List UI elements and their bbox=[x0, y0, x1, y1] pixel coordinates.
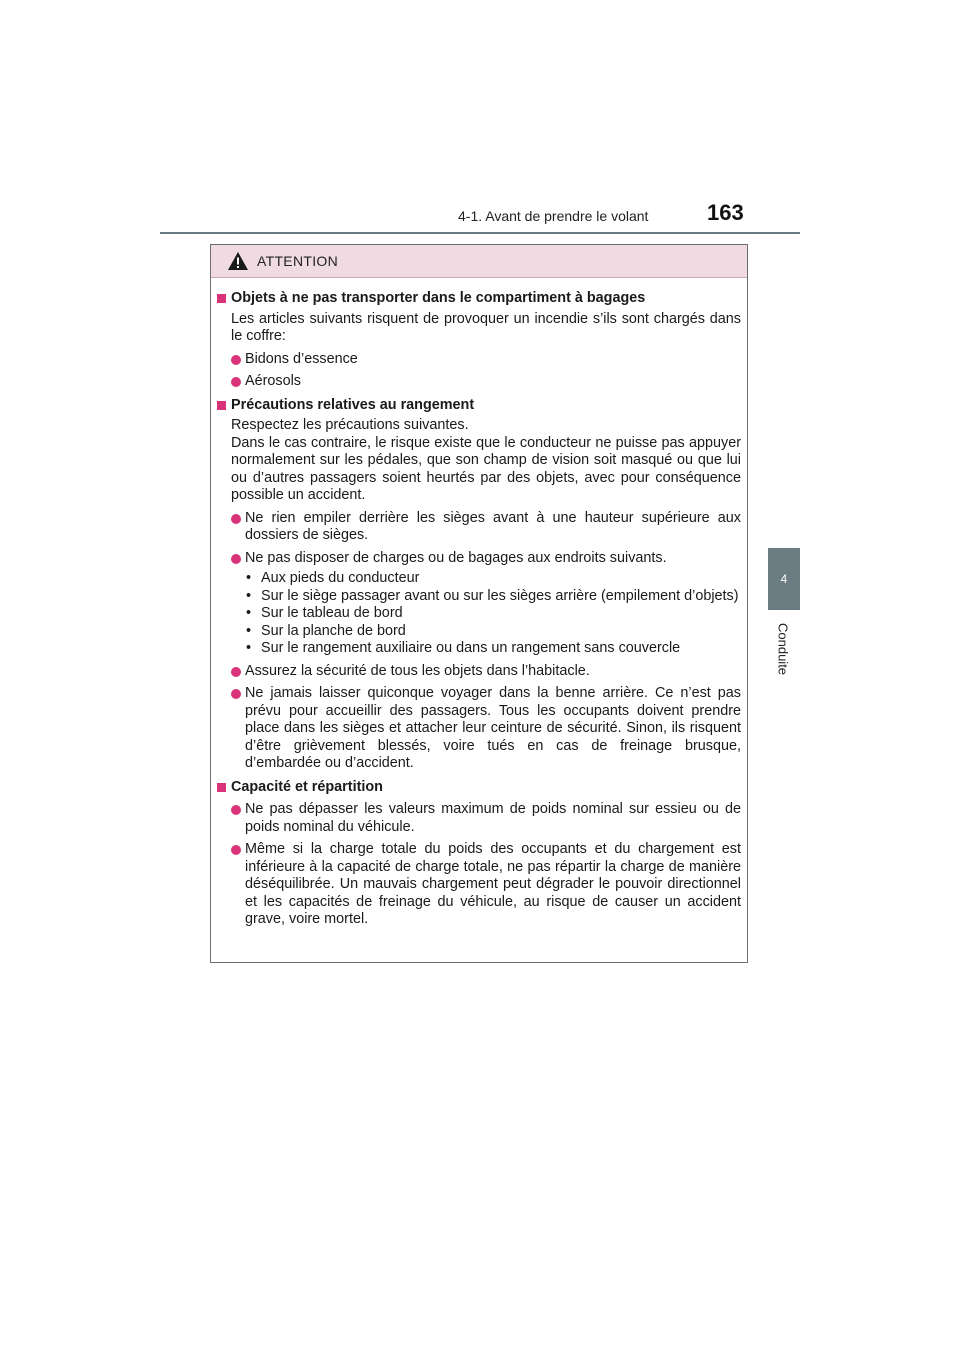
circle-bullet-icon bbox=[231, 514, 241, 524]
section-heading: Précautions relatives au rangement bbox=[215, 397, 741, 415]
list-item: Ne jamais laisser quiconque voyager dans la benne arrière. Ce n’est pas prévu pour accueillir des passagers. Tous les occupants doivent prendre place dans les sièges et attacher leur ceinture de sécurité. Sinon, ils risquent d’être grièvement blessés, voire tués en cas de freinage brusque, d’embardée ou d’accident. bbox=[231, 685, 741, 773]
square-bullet-icon bbox=[217, 783, 226, 792]
section-heading: Capacité et répartition bbox=[215, 779, 741, 797]
circle-bullet-icon bbox=[231, 805, 241, 815]
page-number: 163 bbox=[707, 200, 744, 225]
list-item: Bidons d’essence bbox=[231, 351, 741, 369]
sub-list-item: • Aux pieds du conducteur bbox=[246, 570, 420, 586]
caution-header bbox=[211, 245, 747, 278]
list-item: Ne rien empiler derrière les sièges avant à une hauteur supérieure aux dossiers de sièges. bbox=[231, 510, 741, 545]
paragraph: Respectez les précautions suivantes. bbox=[231, 417, 469, 433]
circle-bullet-icon bbox=[231, 667, 241, 677]
circle-bullet-icon bbox=[231, 554, 241, 564]
chapter-tab bbox=[768, 548, 800, 610]
warning-triangle-icon bbox=[227, 251, 249, 271]
square-bullet-icon bbox=[217, 294, 226, 303]
circle-bullet-icon bbox=[231, 355, 241, 365]
list-item: Même si la charge totale du poids des occupants et du chargement est inférieure à la capacité de charge totale, ne pas répartir la charge de manière déséquilibrée. Un mauvais chargement peut dégrader le pouvoir directionnel et les capacités de freinage du véhicule, au risque de causer un accident grave, voire mortel. bbox=[231, 841, 741, 929]
caution-body bbox=[211, 278, 747, 929]
list-item: Aérosols bbox=[231, 373, 741, 391]
chapter-number: 4 bbox=[780, 572, 788, 586]
header-rule bbox=[160, 232, 800, 234]
sub-list-item: • Sur la planche de bord bbox=[246, 622, 406, 639]
caution-label: ATTENTION bbox=[257, 253, 338, 269]
sub-list-item: • Sur le tableau de bord bbox=[246, 605, 403, 621]
sub-list-item: • Sur le siège passager avant ou sur les sièges arrière (empilement d’objets) bbox=[246, 587, 739, 604]
square-bullet-icon bbox=[217, 401, 226, 410]
sub-list-item: • Sur le rangement auxiliaire ou dans un rangement sans couvercle bbox=[246, 640, 681, 656]
section-heading: Objets à ne pas transporter dans le compartiment à bagages bbox=[215, 290, 741, 308]
caution-box bbox=[210, 244, 748, 963]
paragraph: Dans le cas contraire, le risque existe que le conducteur ne puisse pas appuyer normalement sur les pédales, que son champ de vision soit masqué ou que lui ou d’autres passagers soient heurtés par des objets, avec pour conséquence possible un accident. bbox=[231, 434, 741, 503]
list-item: Assurez la sécurité de tous les objets dans l’habitacle. bbox=[231, 663, 741, 681]
list-item: Ne pas disposer de charges ou de bagages aux endroits suivants. bbox=[231, 550, 741, 568]
chapter-label: Conduite bbox=[775, 622, 791, 676]
list-item: Ne pas dépasser les valeurs maximum de poids nominal sur essieu ou de poids nominal du véhicule. bbox=[231, 801, 741, 836]
circle-bullet-icon bbox=[231, 689, 241, 699]
paragraph: Les articles suivants risquent de provoquer un incendie s’ils sont chargés dans le coffre: bbox=[231, 310, 741, 344]
circle-bullet-icon bbox=[231, 377, 241, 387]
circle-bullet-icon bbox=[231, 845, 241, 855]
section-title: 4-1. Avant de prendre le volant bbox=[458, 208, 649, 224]
